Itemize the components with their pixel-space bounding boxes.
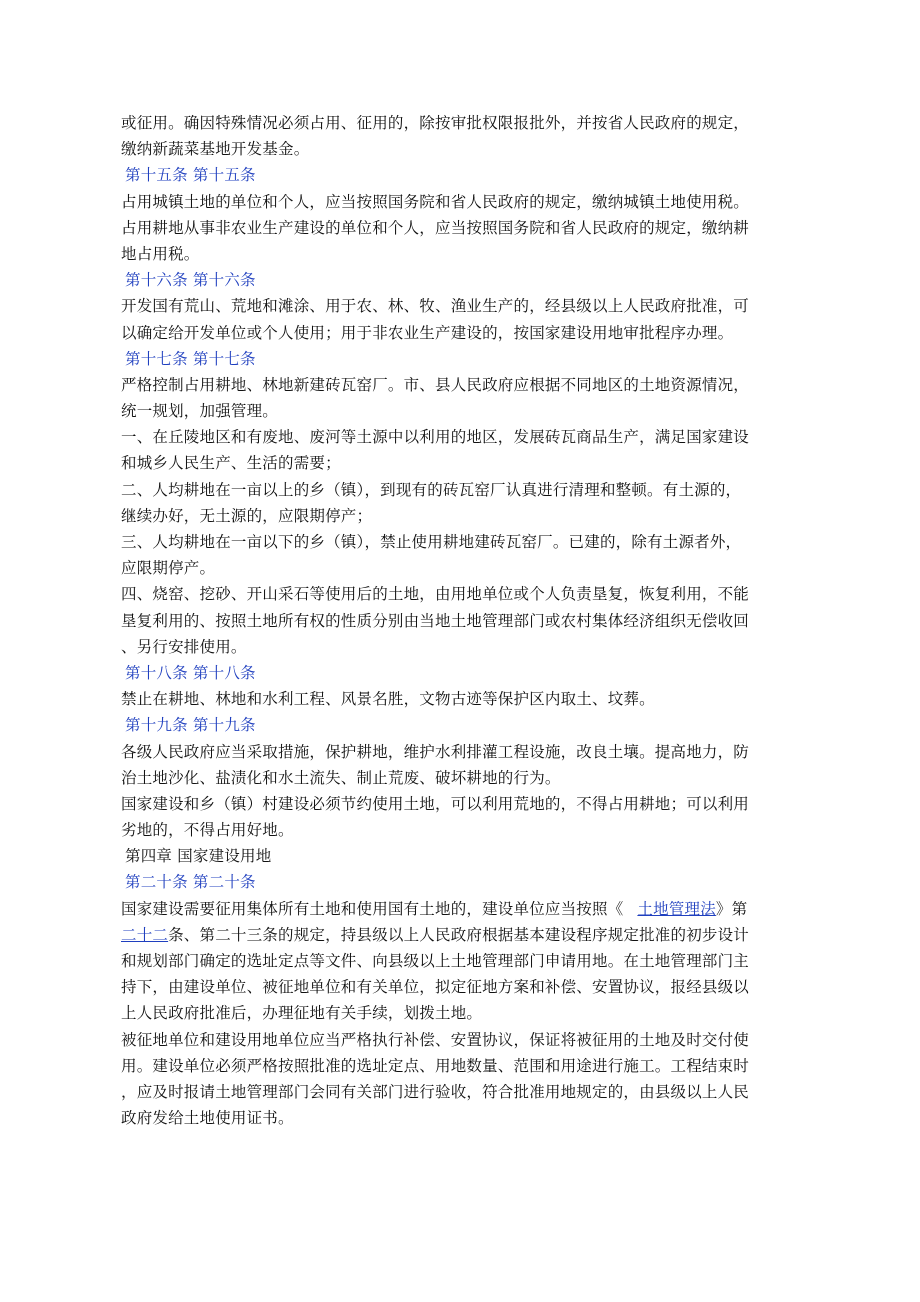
document-body [121,110,805,1131]
law-link[interactable]: 土地管理法 [637,899,716,918]
article-heading-18[interactable]: 第十八条 第十八条 [125,663,256,682]
paragraph-line: 和规划部门确定的选址定点等文件、向县级以上土地管理部门申请用地。在土地管理部门主 [121,952,750,970]
paragraph-line [121,922,805,948]
paragraph-line: 以确定给开发单位或个人使用；用于非农业生产建设的，按国家建设用地审批程序办理。 [121,323,734,342]
article-heading-17[interactable]: 第十七条 第十七条 [125,349,256,368]
paragraph-line: 被征地单位和建设用地单位应当严格执行补偿、安置协议，保证将被征用的土地及时交付使 [121,1030,750,1049]
paragraph-line: 应限期停产。 [121,559,216,578]
paragraph-line: 统一规划，加强管理。 [121,402,279,421]
paragraph-line: 各级人民政府应当采取措施，保护耕地，维护水利排灌工程设施，改良土壤。提高地力，防 [121,742,750,761]
paragraph-line: 占用耕地从事非农业生产建设的单位和个人，应当按照国务院和省人民政府的规定，缴纳耕 [121,218,750,237]
paragraph-line: 禁止在耕地、林地和水利工程、风景名胜，文物古迹等保护区内取土、坟葬。 [121,690,655,709]
chapter-heading: 第四章 国家建设用地 [125,847,272,866]
article-heading-19[interactable]: 第十九条 第十九条 [125,716,256,735]
paragraph-line: 上人民政府批准后，办理征地有关手续，划拨土地。 [121,1004,483,1023]
paragraph-line: 、另行安排使用。 [121,637,247,656]
line-text-after-link: 条、第二十三条的规定，持县级以上人民政府根据基本建设程序规定批准的初步设计 [168,925,750,944]
paragraph-line: 和城乡人民生产、生活的需要； [121,454,341,473]
paragraph-line [121,896,805,922]
paragraph-line: ，应及时报请土地管理部门会同有关部门进行验收，符合批准用地规定的，由县级以上人民 [121,1082,750,1101]
paragraph-line: 一、在丘陵地区和有废地、废河等土源中以利用的地区，发展砖瓦商品生产，满足国家建设 [121,428,750,447]
paragraph-line: 或征用。确因特殊情况必须占用、征用的，除按审批权限报批外，并按省人民政府的规定， [121,114,750,132]
paragraph-line: 国家建设和乡（镇）村建设必须节约使用土地，可以利用荒地的，不得占用耕地；可以利用 [121,794,750,813]
line-text-before-link: 国家建设需要征用集体所有土地和使用国有土地的，建设单位应当按照《 [121,899,624,918]
paragraph-line: 严格控制占用耕地、林地新建砖瓦窑厂。市、县人民政府应根据不同地区的土地资源情况， [121,375,750,394]
paragraph-line: 二、人均耕地在一亩以上的乡（镇），到现有的砖瓦窑厂认真进行清理和整顿。有土源的， [121,480,742,499]
paragraph-line: 地占用税。 [121,244,200,263]
paragraph-line: 开发国有荒山、荒地和滩涂、用于农、林、牧、渔业生产的，经县级以上人民政府批准，可 [121,297,750,316]
article-heading-15[interactable]: 第十五条 第十五条 [125,166,256,185]
line-text-after-link: 》第 [715,899,748,918]
paragraph-line: 治土地沙化、盐渍化和水土流失、制止荒废、破坏耕地的行为。 [121,768,561,787]
paragraph-line: 四、烧窑、挖砂、开山采石等使用后的土地，由用地单位或个人负责垦复，恢复利用，不能 [121,585,750,604]
paragraph-line: 占用城镇土地的单位和个人，应当按照国务院和省人民政府的规定，缴纳城镇土地使用税。 [121,192,750,211]
paragraph-line: 缴纳新蔬菜基地开发基金。 [121,140,310,159]
article-heading-16[interactable]: 第十六条 第十六条 [125,271,256,290]
paragraph-line: 政府发给土地使用证书。 [121,1109,294,1128]
paragraph-line: 劣地的，不得占用好地。 [121,821,294,840]
article-heading-20[interactable]: 第二十条 第二十条 [125,873,256,892]
paragraph-line: 持下，由建设单位、被征地单位和有关单位，拟定征地方案和补偿、安置协议，报经县级以 [121,978,750,997]
paragraph-line: 三、人均耕地在一亩以下的乡（镇），禁止使用耕地建砖瓦窑厂。已建的，除有土源者外， [121,533,742,551]
article-22-link[interactable]: 二十二 [121,925,169,944]
paragraph-line: 继续办好，无土源的，应限期停产； [121,506,373,525]
paragraph-line: 用。建设单位必须严格按照批准的选址定点、用地数量、范围和用途进行施工。工程结束时 [121,1056,750,1075]
paragraph-line: 垦复利用的、按照土地所有权的性质分别由当地土地管理部门或农村集体经济组织无偿收回 [121,611,750,630]
